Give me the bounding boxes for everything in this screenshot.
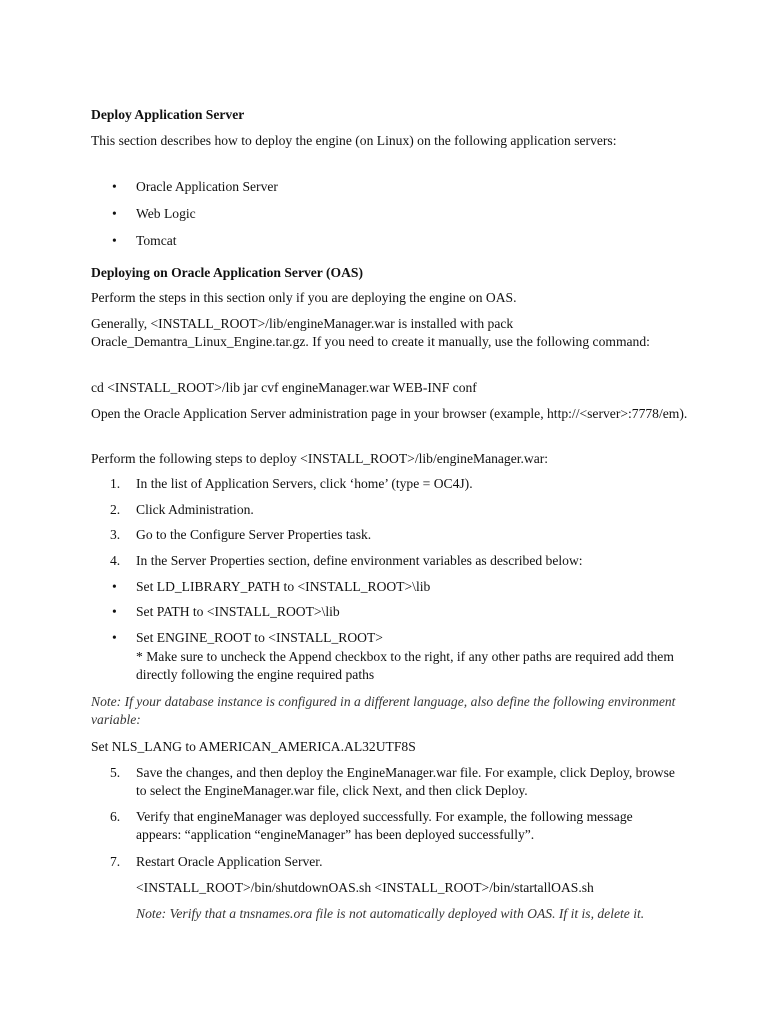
restart-command: <INSTALL_ROOT>/bin/shutdownOAS.sh <INSTALL_ROOT>/bin/startallOAS.sh — [136, 880, 594, 895]
section-heading: Deploy Application Server — [91, 107, 245, 122]
bullet-icon: • — [112, 233, 117, 248]
paragraph-only-oas: Perform the steps in this section only if you are deploying the engine on OAS. — [91, 290, 517, 305]
step-number: 6. — [110, 809, 121, 824]
step-item — [0, 808, 768, 844]
bullet-icon: • — [112, 206, 117, 221]
intro-paragraph: This section describes how to deploy the engine (on Linux) on the following application servers: — [91, 133, 617, 148]
note-language: Note: If your database instance is configured in a different language, also define the following environment variable: — [91, 694, 676, 727]
command-line: cd <INSTALL_ROOT>/lib jar cvf engineManager.war WEB-INF conf — [91, 380, 477, 395]
env-bullet: • Set LD_LIBRARY_PATH to <INSTALL_ROOT>\lib — [112, 579, 431, 594]
step-item — [0, 501, 768, 519]
engine-root-note: * Make sure to uncheck the Append checkbox to the right, if any other paths are required add them directly following the engine required paths — [136, 649, 674, 682]
paragraph-generally: Generally, <INSTALL_ROOT>/lib/engineManager.war is installed with pack Oracle_Demantra_Linux_Engine.tar.gz. If you need to create it manually, use the following command: — [91, 316, 650, 349]
bullet-icon: • — [112, 179, 117, 194]
step-text: Save the changes, and then deploy the EngineManager.war file. For example, click Deploy, browse to select the EngineManager.war file, click Next, and then click Deploy. — [136, 765, 675, 798]
step-text: In the list of Application Servers, click ‘home’ (type = OC4J). — [136, 476, 473, 491]
step-item — [0, 853, 768, 871]
bullet-icon: • — [112, 604, 117, 619]
step-item — [0, 475, 768, 493]
nls-lang-line: Set NLS_LANG to AMERICAN_AMERICA.AL32UTF8S — [91, 739, 416, 754]
env-bullet: • Set PATH to <INSTALL_ROOT>\lib — [112, 604, 340, 619]
list-item: • Oracle Application Server — [112, 179, 278, 194]
step-text: Verify that engineManager was deployed successfully. For example, the following message appears: “application “engineManager” has been deployed successfully”. — [136, 809, 633, 842]
note-tnsnames: Note: Verify that a tnsnames.ora file is not automatically deployed with OAS. If it is, delete it. — [136, 906, 645, 921]
env-bullet: • Set ENGINE_ROOT to <INSTALL_ROOT> — [112, 630, 383, 645]
step-text: In the Server Properties section, define environment variables as described below: — [136, 553, 583, 568]
step-item — [0, 764, 768, 800]
step-text: Restart Oracle Application Server. — [136, 854, 323, 869]
step-number: 7. — [110, 854, 121, 869]
step-text: Go to the Configure Server Properties task. — [136, 527, 372, 542]
step-number: 2. — [110, 502, 121, 517]
step-item — [0, 526, 768, 544]
step-number: 5. — [110, 765, 121, 780]
subsection-heading: Deploying on Oracle Application Server (OAS) — [91, 265, 363, 280]
bullet-icon: • — [112, 630, 117, 645]
list-item: • Tomcat — [112, 233, 177, 248]
bullet-icon: • — [112, 579, 117, 594]
step-item — [0, 552, 768, 570]
step-number: 3. — [110, 527, 121, 542]
paragraph-steps-intro: Perform the following steps to deploy <INSTALL_ROOT>/lib/engineManager.war: — [91, 451, 549, 466]
step-number: 1. — [110, 476, 121, 491]
step-number: 4. — [110, 553, 121, 568]
paragraph-open-admin: Open the Oracle Application Server administration page in your browser (example, http://<server>:7778/em). — [91, 406, 688, 421]
step-text: Click Administration. — [136, 502, 254, 517]
list-item: • Web Logic — [112, 206, 196, 221]
